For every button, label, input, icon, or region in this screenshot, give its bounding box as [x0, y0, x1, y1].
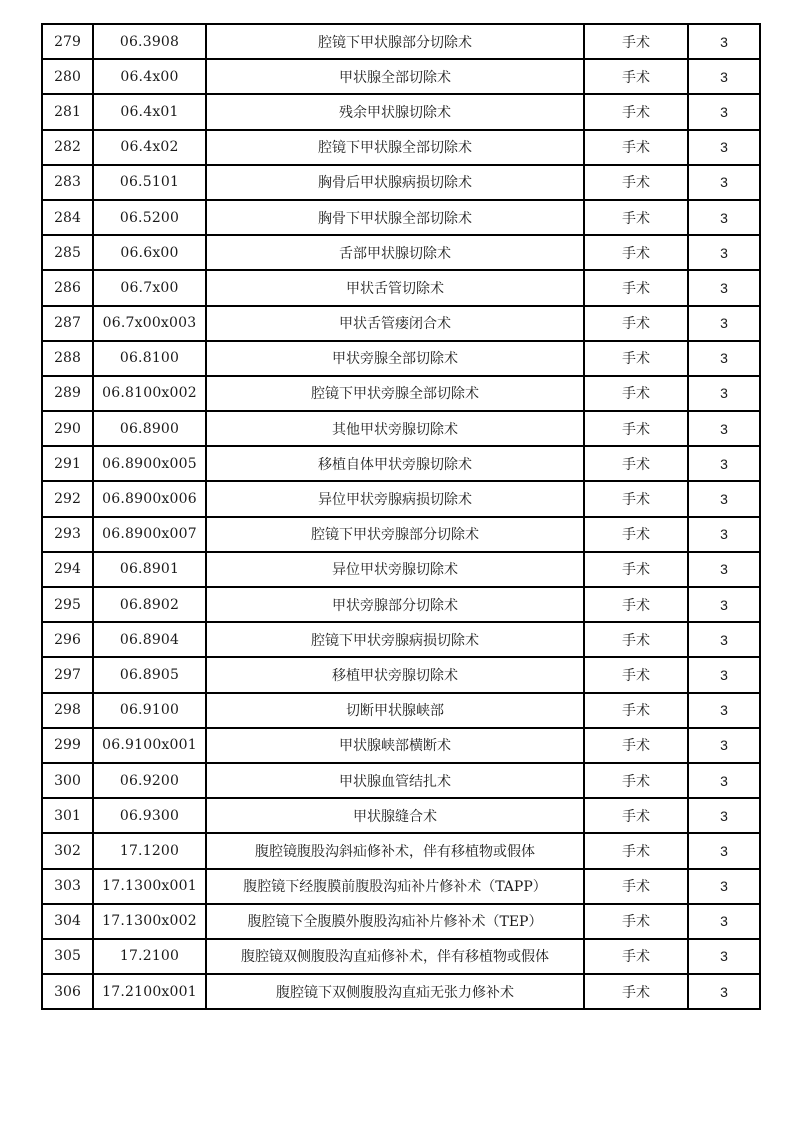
procedure-name-cell: 甲状旁腺全部切除术 [206, 341, 584, 376]
procedure-type-cell: 手术 [584, 200, 688, 235]
procedure-grade-cell: 3 [688, 165, 760, 200]
table-row [42, 411, 760, 446]
procedure-code-cell: 17.2100x001 [93, 974, 206, 1009]
row-number-cell: 283 [42, 165, 93, 200]
procedure-type-cell: 手术 [584, 939, 688, 974]
procedure-name-cell: 甲状舌管瘘闭合术 [206, 306, 584, 341]
procedure-type-cell: 手术 [584, 306, 688, 341]
procedure-code-cell: 06.8904 [93, 622, 206, 657]
procedure-grade-cell: 3 [688, 622, 760, 657]
procedure-grade-cell: 3 [688, 24, 760, 59]
procedure-name-cell: 腹腔镜下双侧腹股沟直疝无张力修补术 [206, 974, 584, 1009]
table-row [42, 446, 760, 481]
procedure-name-cell: 甲状旁腺部分切除术 [206, 587, 584, 622]
procedure-type-cell: 手术 [584, 552, 688, 587]
procedure-name-cell: 其他甲状旁腺切除术 [206, 411, 584, 446]
procedure-grade-cell: 3 [688, 763, 760, 798]
procedure-name-cell: 舌部甲状腺切除术 [206, 235, 584, 270]
procedure-code-cell: 17.2100 [93, 939, 206, 974]
row-number-cell: 296 [42, 622, 93, 657]
procedure-type-cell: 手术 [584, 869, 688, 904]
procedure-code-cell: 06.9100 [93, 693, 206, 728]
procedure-code-cell: 06.8900 [93, 411, 206, 446]
procedure-grade-cell: 3 [688, 869, 760, 904]
procedure-grade-cell: 3 [688, 904, 760, 939]
procedure-grade-cell: 3 [688, 235, 760, 270]
procedure-code-cell: 06.6x00 [93, 235, 206, 270]
procedure-code-cell: 06.9200 [93, 763, 206, 798]
procedure-grade-cell: 3 [688, 517, 760, 552]
procedure-code-cell: 06.5200 [93, 200, 206, 235]
procedure-grade-cell: 3 [688, 833, 760, 868]
table-row [42, 376, 760, 411]
procedure-code-cell: 06.8900x007 [93, 517, 206, 552]
row-number-cell: 290 [42, 411, 93, 446]
procedure-type-cell: 手术 [584, 59, 688, 94]
row-number-cell: 301 [42, 798, 93, 833]
row-number-cell: 286 [42, 270, 93, 305]
procedure-type-cell: 手术 [584, 411, 688, 446]
procedure-type-cell: 手术 [584, 270, 688, 305]
table-row [42, 657, 760, 692]
table-row [42, 587, 760, 622]
procedure-grade-cell: 3 [688, 200, 760, 235]
row-number-cell: 281 [42, 94, 93, 129]
table-row [42, 974, 760, 1009]
table-row [42, 200, 760, 235]
table-row [42, 517, 760, 552]
table-row [42, 235, 760, 270]
procedure-type-cell: 手术 [584, 622, 688, 657]
procedure-code-cell: 06.8900x005 [93, 446, 206, 481]
procedure-type-cell: 手术 [584, 693, 688, 728]
row-number-cell: 300 [42, 763, 93, 798]
procedure-code-cell: 06.3908 [93, 24, 206, 59]
row-number-cell: 282 [42, 130, 93, 165]
procedure-code-cell: 06.8902 [93, 587, 206, 622]
row-number-cell: 285 [42, 235, 93, 270]
row-number-cell: 284 [42, 200, 93, 235]
table-row [42, 763, 760, 798]
procedure-code-cell: 06.7x00x003 [93, 306, 206, 341]
procedure-table-body [42, 24, 760, 1009]
row-number-cell: 293 [42, 517, 93, 552]
procedure-grade-cell: 3 [688, 587, 760, 622]
row-number-cell: 294 [42, 552, 93, 587]
procedure-name-cell: 移植自体甲状旁腺切除术 [206, 446, 584, 481]
procedure-type-cell: 手术 [584, 587, 688, 622]
table-row [42, 904, 760, 939]
procedure-grade-cell: 3 [688, 270, 760, 305]
procedure-code-cell: 06.9100x001 [93, 728, 206, 763]
procedure-code-cell: 17.1300x001 [93, 869, 206, 904]
procedure-name-cell: 甲状舌管切除术 [206, 270, 584, 305]
procedure-grade-cell: 3 [688, 728, 760, 763]
procedure-type-cell: 手术 [584, 763, 688, 798]
table-row [42, 165, 760, 200]
procedure-type-cell: 手术 [584, 657, 688, 692]
procedure-type-cell: 手术 [584, 728, 688, 763]
table-row [42, 728, 760, 763]
table-row [42, 24, 760, 59]
procedure-grade-cell: 3 [688, 376, 760, 411]
procedure-code-cell: 17.1300x002 [93, 904, 206, 939]
procedure-code-cell: 06.8905 [93, 657, 206, 692]
procedure-name-cell: 甲状腺全部切除术 [206, 59, 584, 94]
procedure-type-cell: 手术 [584, 517, 688, 552]
procedure-name-cell: 腔镜下甲状腺部分切除术 [206, 24, 584, 59]
procedure-name-cell: 胸骨下甲状腺全部切除术 [206, 200, 584, 235]
procedure-name-cell: 胸骨后甲状腺病损切除术 [206, 165, 584, 200]
procedure-type-cell: 手术 [584, 833, 688, 868]
procedure-name-cell: 异位甲状旁腺切除术 [206, 552, 584, 587]
procedure-type-cell: 手术 [584, 341, 688, 376]
procedure-grade-cell: 3 [688, 552, 760, 587]
procedure-name-cell: 甲状腺缝合术 [206, 798, 584, 833]
row-number-cell: 305 [42, 939, 93, 974]
procedure-code-cell: 06.8100 [93, 341, 206, 376]
row-number-cell: 303 [42, 869, 93, 904]
procedure-code-cell: 06.4x00 [93, 59, 206, 94]
procedure-type-cell: 手术 [584, 376, 688, 411]
table-row [42, 59, 760, 94]
procedure-grade-cell: 3 [688, 94, 760, 129]
procedure-name-cell: 切断甲状腺峡部 [206, 693, 584, 728]
procedure-name-cell: 腔镜下甲状腺全部切除术 [206, 130, 584, 165]
procedure-table [41, 23, 761, 1010]
procedure-type-cell: 手术 [584, 24, 688, 59]
row-number-cell: 288 [42, 341, 93, 376]
procedure-type-cell: 手术 [584, 165, 688, 200]
procedure-type-cell: 手术 [584, 798, 688, 833]
procedure-name-cell: 甲状腺峡部横断术 [206, 728, 584, 763]
procedure-grade-cell: 3 [688, 130, 760, 165]
procedure-name-cell: 腹腔镜下全腹膜外腹股沟疝补片修补术（TEP） [206, 904, 584, 939]
table-row [42, 306, 760, 341]
procedure-code-cell: 06.4x01 [93, 94, 206, 129]
row-number-cell: 287 [42, 306, 93, 341]
procedure-name-cell: 残余甲状腺切除术 [206, 94, 584, 129]
procedure-code-cell: 06.8901 [93, 552, 206, 587]
procedure-name-cell: 移植甲状旁腺切除术 [206, 657, 584, 692]
procedure-type-cell: 手术 [584, 481, 688, 516]
procedure-type-cell: 手术 [584, 446, 688, 481]
row-number-cell: 302 [42, 833, 93, 868]
procedure-code-cell: 06.4x02 [93, 130, 206, 165]
table-row [42, 481, 760, 516]
procedure-code-cell: 17.1200 [93, 833, 206, 868]
row-number-cell: 292 [42, 481, 93, 516]
procedure-grade-cell: 3 [688, 693, 760, 728]
procedure-grade-cell: 3 [688, 341, 760, 376]
table-row [42, 869, 760, 904]
procedure-grade-cell: 3 [688, 446, 760, 481]
procedure-type-cell: 手术 [584, 974, 688, 1009]
table-row [42, 693, 760, 728]
procedure-name-cell: 腔镜下甲状旁腺部分切除术 [206, 517, 584, 552]
procedure-grade-cell: 3 [688, 657, 760, 692]
procedure-name-cell: 异位甲状旁腺病损切除术 [206, 481, 584, 516]
table-row [42, 622, 760, 657]
row-number-cell: 304 [42, 904, 93, 939]
procedure-name-cell: 腹腔镜下经腹膜前腹股沟疝补片修补术（TAPP） [206, 869, 584, 904]
table-row [42, 552, 760, 587]
procedure-code-cell: 06.8900x006 [93, 481, 206, 516]
procedure-grade-cell: 3 [688, 974, 760, 1009]
row-number-cell: 279 [42, 24, 93, 59]
row-number-cell: 280 [42, 59, 93, 94]
procedure-type-cell: 手术 [584, 235, 688, 270]
procedure-name-cell: 腹腔镜双侧腹股沟直疝修补术，伴有移植物或假体 [206, 939, 584, 974]
procedure-name-cell: 腔镜下甲状旁腺病损切除术 [206, 622, 584, 657]
procedure-grade-cell: 3 [688, 481, 760, 516]
procedure-grade-cell: 3 [688, 798, 760, 833]
row-number-cell: 297 [42, 657, 93, 692]
procedure-grade-cell: 3 [688, 306, 760, 341]
procedure-name-cell: 腔镜下甲状旁腺全部切除术 [206, 376, 584, 411]
row-number-cell: 295 [42, 587, 93, 622]
procedure-code-cell: 06.5101 [93, 165, 206, 200]
row-number-cell: 291 [42, 446, 93, 481]
procedure-grade-cell: 3 [688, 939, 760, 974]
procedure-code-cell: 06.9300 [93, 798, 206, 833]
row-number-cell: 298 [42, 693, 93, 728]
procedure-name-cell: 腹腔镜腹股沟斜疝修补术，伴有移植物或假体 [206, 833, 584, 868]
row-number-cell: 299 [42, 728, 93, 763]
procedure-type-cell: 手术 [584, 94, 688, 129]
procedure-name-cell: 甲状腺血管结扎术 [206, 763, 584, 798]
procedure-code-cell: 06.8100x002 [93, 376, 206, 411]
procedure-code-cell: 06.7x00 [93, 270, 206, 305]
row-number-cell: 289 [42, 376, 93, 411]
table-row [42, 94, 760, 129]
procedure-type-cell: 手术 [584, 904, 688, 939]
table-row [42, 833, 760, 868]
procedure-type-cell: 手术 [584, 130, 688, 165]
row-number-cell: 306 [42, 974, 93, 1009]
table-row [42, 798, 760, 833]
table-row [42, 939, 760, 974]
procedure-grade-cell: 3 [688, 411, 760, 446]
table-row [42, 341, 760, 376]
table-row [42, 130, 760, 165]
table-row [42, 270, 760, 305]
procedure-grade-cell: 3 [688, 59, 760, 94]
